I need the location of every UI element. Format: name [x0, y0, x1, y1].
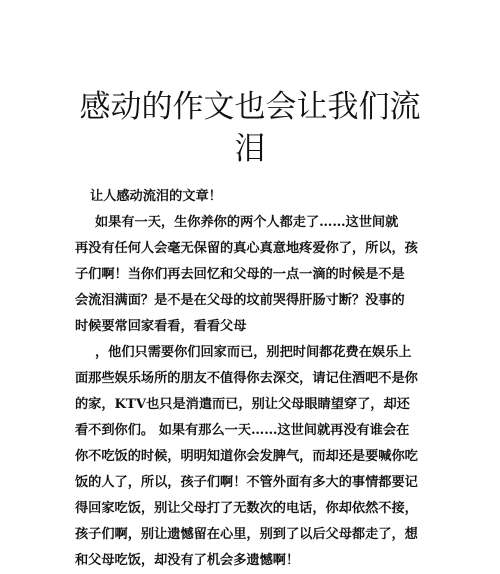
body-line: 时候要常回家看看，看看父母: [75, 319, 247, 334]
body-line: 你不吃饭的时候，明明知道你会发脾气，而却还是要喊你吃: [75, 449, 418, 464]
body-line: 饭的人了，所以，孩子们啊！不管外面有多大的事情都要记: [75, 475, 418, 490]
body-line: 会流泪满面？是不是在父母的坟前哭得肝肠寸断？没事的: [75, 293, 405, 308]
body-line: 得回家吃饭，别让父母打了无数次的电话，你却依然不接，: [75, 501, 418, 516]
document-title: [70, 86, 430, 170]
section-heading: 让人感动流泪的文章！: [90, 189, 222, 204]
body-line: 如果有一天，生你养你的两个人都走了……这世间就: [95, 215, 399, 230]
body-line: 的家，KTV也只是消遣而已，别让父母眼睛望穿了，却还: [75, 397, 410, 412]
document-body: [75, 184, 425, 574]
title-line: 感动的作文也会让我们流: [79, 89, 421, 125]
body-line: 子们啊！当你们再去回忆和父母的一点一滴的时候是不是: [75, 267, 405, 282]
body-line: 看不到你们。 如果有那么一天……这世间就再没有谁会在: [75, 423, 410, 438]
body-line: 和父母吃饭，却没有了机会多遗憾啊！: [75, 553, 300, 568]
body-line: 孩子们啊，别让遗憾留在心里，别到了以后父母都走了，想: [75, 527, 418, 542]
body-line: ，他们只需要你们回家而已，别把时间都花费在娱乐上: [95, 345, 412, 360]
title-line: 泪: [234, 131, 266, 167]
body-line: 面那些娱乐场所的朋友不值得你去深交，请记住酒吧不是你: [75, 371, 418, 386]
body-line: 再没有任何人会毫无保留的真心真意地疼爱你了，所以，孩: [75, 241, 418, 256]
